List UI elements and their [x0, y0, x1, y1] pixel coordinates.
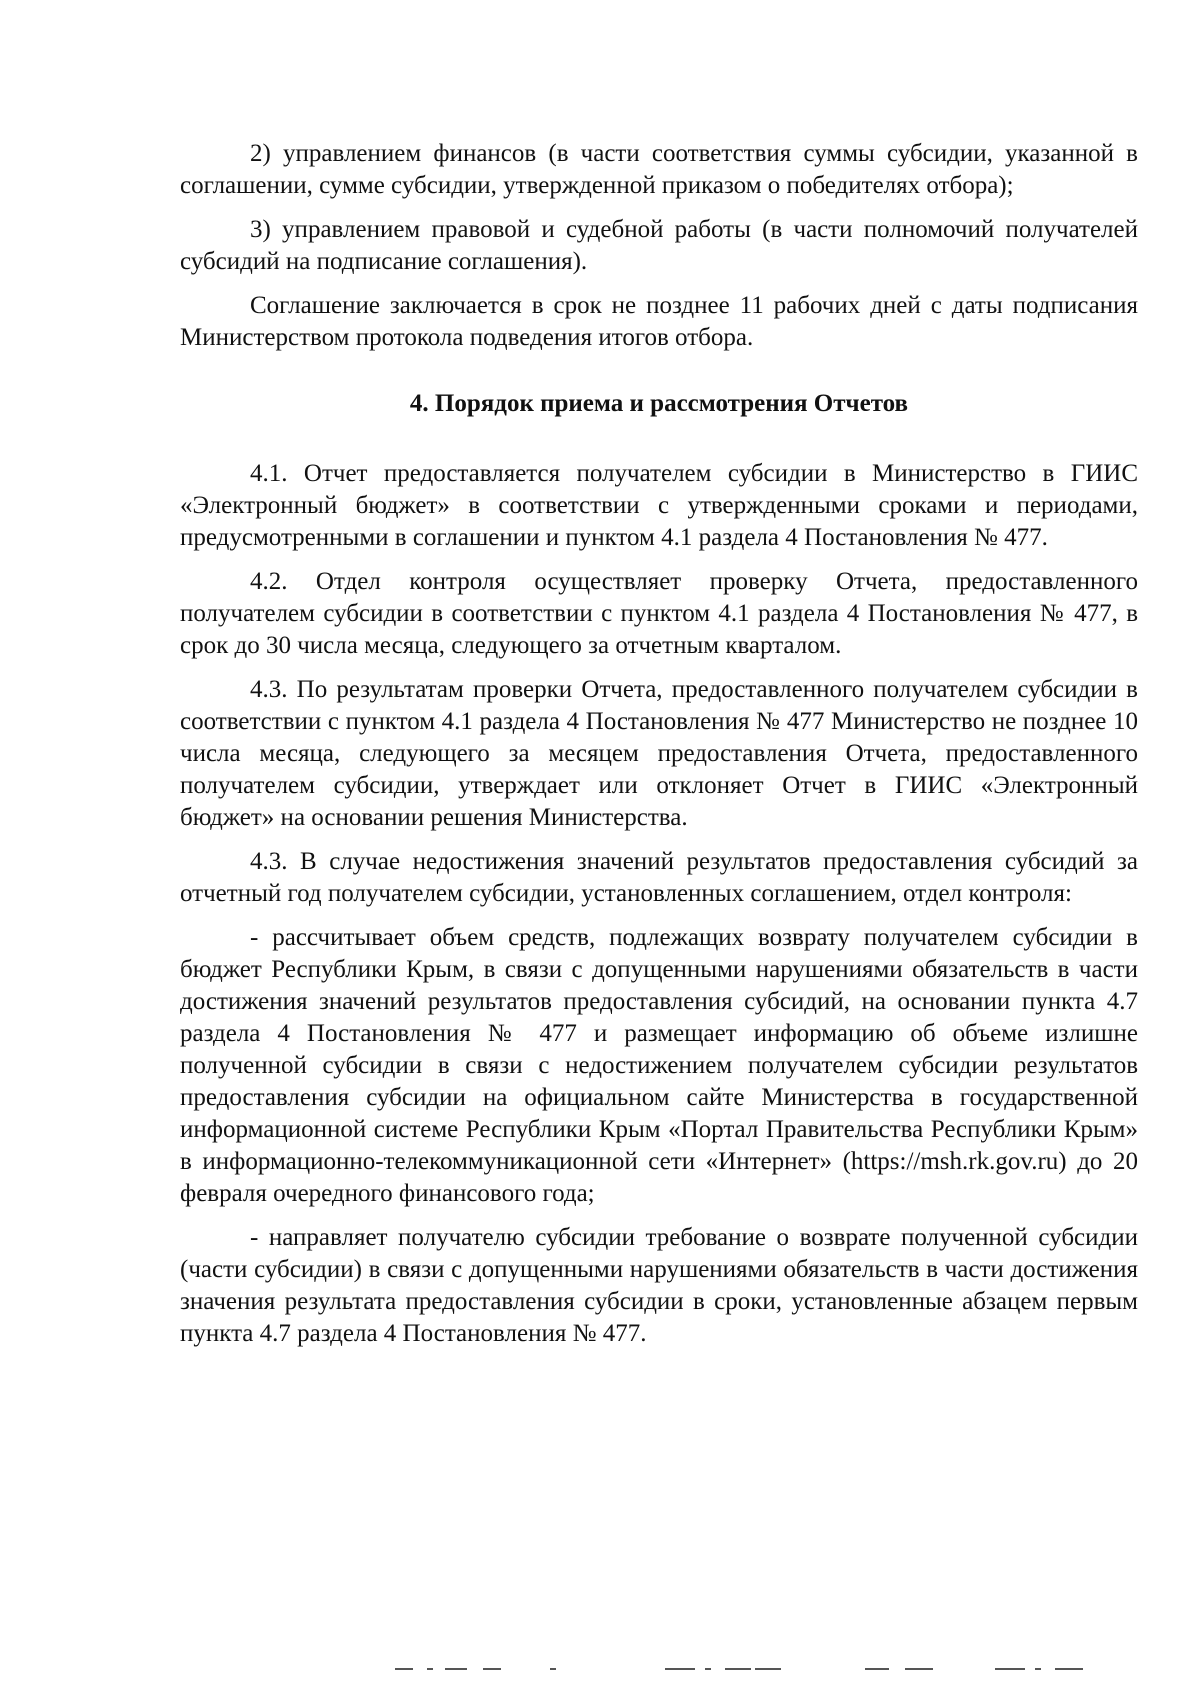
paragraph-finance-department: 2) управлением финансов (в части соответствия суммы субсидии, указанной в соглашении, сумме субсидии, утвержденной приказом о победителях отбора);: [180, 140, 1138, 199]
bullet-calculate-refund: - рассчитывает объем средств, подлежащих возврату получателем субсидии в бюджет Республики Крым, в связи с допущенными нарушениями обязательств в части достижения значений результатов предоставления субсидий, на основании пункта 4.7 раздела 4 Постановления № 477 и размещает информацию об объеме излишне полученной субсидии в связи с недостижением получателем субсидии результатов предоставления субсидии на официальном сайте Министерства в государственной информационной системе Республики Крым «Портал Правительства Республики Крым» в информационно-телекоммуникационной сети «Интернет» (https://msh.rk.gov.ru) до 20 февраля очередного финансового года;: [180, 924, 1138, 1207]
bullet-send-refund-demand: - направляет получателю субсидии требование о возврате полученной субсидии (части субсидии) в связи с допущенными нарушениями обязательств в части достижения значения результата предоставления субсидии в сроки, установленные абзацем первым пункта 4.7 раздела 4 Постановления № 477.: [180, 1224, 1138, 1347]
section-heading: 4. Порядок приема и рассмотрения Отчетов: [409, 390, 909, 417]
paragraph-legal-department: 3) управлением правовой и судебной работы (в части полномочий получателей субсидий на подписание соглашения).: [180, 216, 1138, 275]
scan-footer-artifacts: [395, 1668, 1155, 1674]
paragraph-4-2: 4.2. Отдел контроля осуществляет проверку Отчета, предоставленного получателем субсидии в соответствии с пунктом 4.1 раздела 4 Постановления № 477, в срок до 30 числа месяца, следующего за отчетным кварталом.: [180, 568, 1138, 659]
paragraph-4-3-review: 4.3. По результатам проверки Отчета, предоставленного получателем субсидии в соответствии с пунктом 4.1 раздела 4 Постановления № 477 Министерство не позднее 10 числа месяца, следующего за месяцем предоставления Отчета, предоставленного получателем субсидии, утверждает или отклоняет Отчет в ГИИС «Электронный бюджет» на основании решения Министерства.: [180, 676, 1138, 831]
paragraph-4-3-nonachievement: 4.3. В случае недостижения значений результатов предоставления субсидий за отчетный год получателем субсидии, установленных соглашением, отдел контроля:: [180, 848, 1138, 907]
paragraph-4-1: 4.1. Отчет предоставляется получателем субсидии в Министерство в ГИИС «Электронный бюджет» в соответствии с утвержденными сроками и периодами, предусмотренными в соглашении и пунктом 4.1 раздела 4 Постановления № 477.: [180, 460, 1138, 551]
document-body: [180, 138, 1138, 1362]
paragraph-agreement-deadline: Соглашение заключается в срок не позднее 11 рабочих дней с даты подписания Министерством протокола подведения итогов отбора.: [180, 292, 1138, 351]
